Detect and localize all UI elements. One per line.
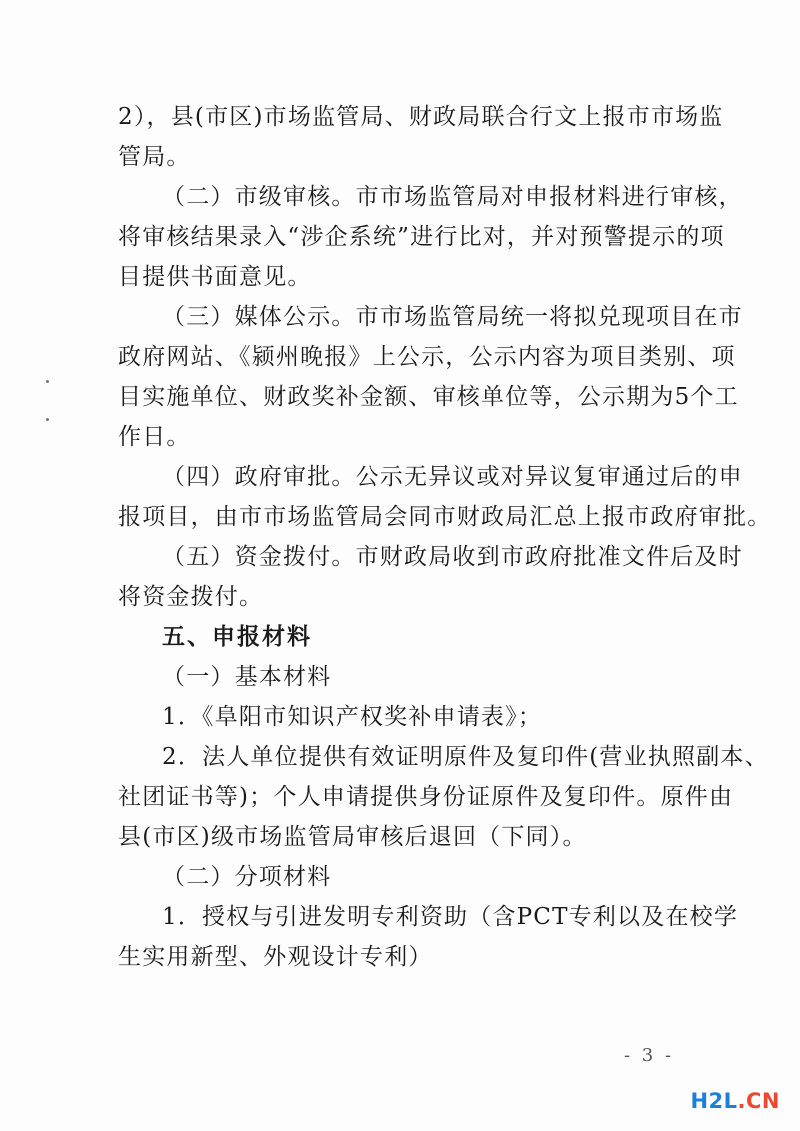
scan-speck	[46, 380, 49, 383]
text-line: 将资金拨付。	[118, 584, 264, 610]
text-line: 2．法人单位提供有效证明原件及复印件(营业执照副本、	[162, 744, 769, 770]
text-line: （二）市级审核。市市场监管局对申报材料进行审核，	[162, 184, 743, 210]
text-line: 县(市区)级市场监管局审核后退回（下同）。	[118, 824, 587, 850]
watermark-cn: CN	[746, 1089, 780, 1113]
text-line: （二）分项材料	[162, 864, 332, 890]
text-line: 作日。	[118, 424, 191, 450]
text-line: 社团证书等)；个人申请提供身份证原件及复印件。原件由	[118, 784, 734, 810]
h2l-watermark-logo	[690, 1089, 780, 1113]
text-line: 生实用新型、外观设计专利）	[118, 944, 433, 970]
section-heading: 五、申报材料	[162, 624, 312, 650]
text-line: 目实施单位、财政奖补金额、审核单位等，公示期为5个工	[118, 384, 739, 410]
text-line: 目提供书面意见。	[118, 264, 312, 290]
text-line: 管局。	[118, 144, 191, 170]
text-line: 将审核结果录入“涉企系统”进行比对，并对预警提示的项	[118, 224, 725, 250]
text-line: 报项目，由市市场监管局会同市财政局汇总上报市政府审批。	[118, 504, 772, 530]
page-number: - 3 -	[624, 1045, 675, 1066]
text-line: （四）政府审批。公示无异议或对异议复审通过后的申	[162, 464, 743, 490]
text-line: 政府网站、《颍州晚报》上公示，公示内容为项目类别、项	[118, 344, 736, 370]
watermark-dot: .	[737, 1089, 746, 1113]
text-line: 1．授权与引进发明专利资助（含PCT专利以及在校学	[162, 904, 739, 930]
text-line: （三）媒体公示。市市场监管局统一将拟兑现项目在市	[162, 304, 743, 330]
scan-speck	[46, 418, 49, 421]
text-line: 2），县(市区)市场监管局、财政局联合行文上报市市场监	[118, 104, 724, 130]
watermark-h2l: H2L	[690, 1089, 738, 1113]
text-line: （一）基本材料	[162, 664, 332, 690]
text-line: （五）资金拨付。市财政局收到市政府批准文件后及时	[162, 544, 743, 570]
text-line: 1．《阜阳市知识产权奖补申请表》；	[162, 704, 543, 730]
